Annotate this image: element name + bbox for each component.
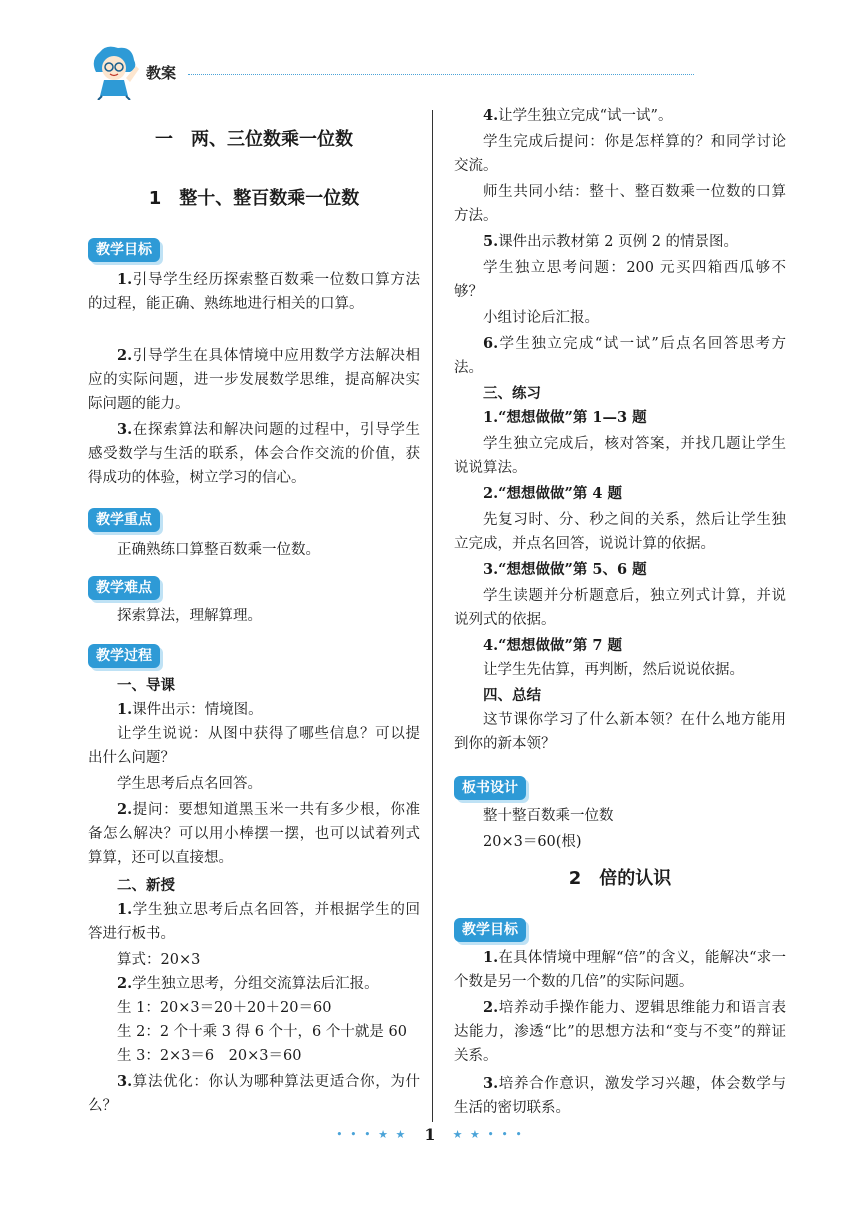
paragraph: 6.学生独立完成“试一试”后点名回答思考方法。 [454,335,786,376]
objective-item: 1.引导学生经历探索整百数乘一位数口算方法的过程，能正确、熟练地进行相关的口算。 [88,271,420,312]
page-header [88,42,628,102]
page-number: 1 [424,1125,436,1144]
objective-item: 2.培养动手操作能力、逻辑思维能力和语言表达能力，渗透“比”的思想方法和“变与不变”的辩证关系。 [454,999,786,1064]
paragraph: 1.学生独立思考后点名回答，并根据学生的回答进行板书。 [88,901,420,942]
paragraph: 学生独立思考问题：200 元买四箱西瓜够不够？ [454,260,786,300]
section-heading: 四、总结 [483,687,541,704]
paragraph: 学生读题并分析题意后，独立列式计算，并说说列式的依据。 [454,588,786,628]
paragraph: 算式：20×3 [117,952,201,968]
paragraph: 学生独立完成后，核对答案，并找几题让学生说说算法。 [454,436,786,476]
paragraph: 师生共同小结：整十、整百数乘一位数的口算方法。 [454,184,786,224]
objective-item: 3.培养合作意识，激发学习兴趣，体会数学与生活的密切联系。 [454,1075,786,1116]
paragraph: 让学生先估算，再判断，然后说说依据。 [483,662,744,678]
column-divider [432,110,433,1122]
paragraph: 先复习时、分、秒之间的关系，然后让学生独立完成，并点名回答，说说计算的依据。 [454,512,786,552]
header-label: 教案 [146,64,177,82]
paragraph: 2.提问：要想知道黑玉米一共有多少根，你准备怎么解决？可以用小棒摆一摆，也可以试着列式算算，还可以直接想。 [88,801,420,866]
exercise-heading: 4.“想想做做”第 7 题 [483,637,623,654]
mascot-icon [88,42,142,100]
section-heading: 三、练习 [483,385,541,402]
objectives-badge: 教学目标 [454,918,526,942]
paragraph: 这节课你学习了什么新本领？在什么地方能用到你的新本领？ [454,712,786,752]
header-divider [188,74,694,75]
key-point-badge: 教学重点 [88,508,160,532]
star-decoration-icon: ★ ★ • • • [452,1128,524,1141]
key-point-text: 正确熟练口算整百数乘一位数。 [117,542,320,558]
paragraph: 学生思考后点名回答。 [117,776,262,792]
board-line: 整十整百数乘一位数 [483,808,614,824]
page-footer [0,1124,860,1148]
section-heading: 一、导课 [117,677,175,694]
exercise-heading: 2.“想想做做”第 4 题 [483,485,623,502]
process-badge: 教学过程 [88,644,160,668]
lesson-title: 2 倍的认识 [568,868,672,889]
unit-title: 一 两、三位数乘一位数 [155,129,353,150]
board-design-badge: 板书设计 [454,776,526,800]
exercise-heading: 1.“想想做做”第 1—3 题 [483,409,647,426]
paragraph: 5.课件出示教材第 2 页例 2 的情景图。 [483,233,739,250]
objective-item: 1.在具体情境中理解“倍”的含义，能解决“求一个数是另一个数的几倍”的实际问题。 [454,949,786,990]
paragraph: 生 2：2 个十乘 3 得 6 个十，6 个十就是 60 [117,1024,407,1040]
star-decoration-icon: • • • ★ ★ [336,1128,408,1141]
paragraph: 生 1：20×3＝20＋20＋20＝60 [117,1000,332,1016]
lesson-title: 1 整十、整百数乘一位数 [148,188,360,209]
objective-item: 2.引导学生在具体情境中应用数学方法解决相应的实际问题，进一步发展数学思维，提高解决实际问题的能力。 [88,347,420,412]
section-heading: 二、新授 [117,877,175,894]
difficulty-text: 探索算法，理解算理。 [117,608,262,624]
paragraph: 3.算法优化：你认为哪种算法更适合你，为什么？ [88,1073,420,1114]
objectives-badge: 教学目标 [88,238,160,262]
paragraph: 4.让学生独立完成“试一试”。 [483,107,673,124]
paragraph: 生 3：2×3＝6 20×3＝60 [117,1048,302,1064]
paragraph: 2.学生独立思考，分组交流算法后汇报。 [117,975,379,992]
difficulty-badge: 教学难点 [88,576,160,600]
objective-item: 3.在探索算法和解决问题的过程中，引导学生感受数学与生活的联系，体会合作交流的价值，获得成功的体验，树立学习的信心。 [88,421,420,486]
paragraph: 让学生说说：从图中获得了哪些信息？可以提出什么问题？ [88,726,420,766]
paragraph: 小组讨论后汇报。 [483,310,599,326]
paragraph: 1.课件出示：情境图。 [117,701,263,718]
board-line: 20×3＝60(根) [483,834,582,850]
exercise-heading: 3.“想想做做”第 5、6 题 [483,561,647,578]
paragraph: 学生完成后提问：你是怎样算的？和同学讨论交流。 [454,134,786,174]
